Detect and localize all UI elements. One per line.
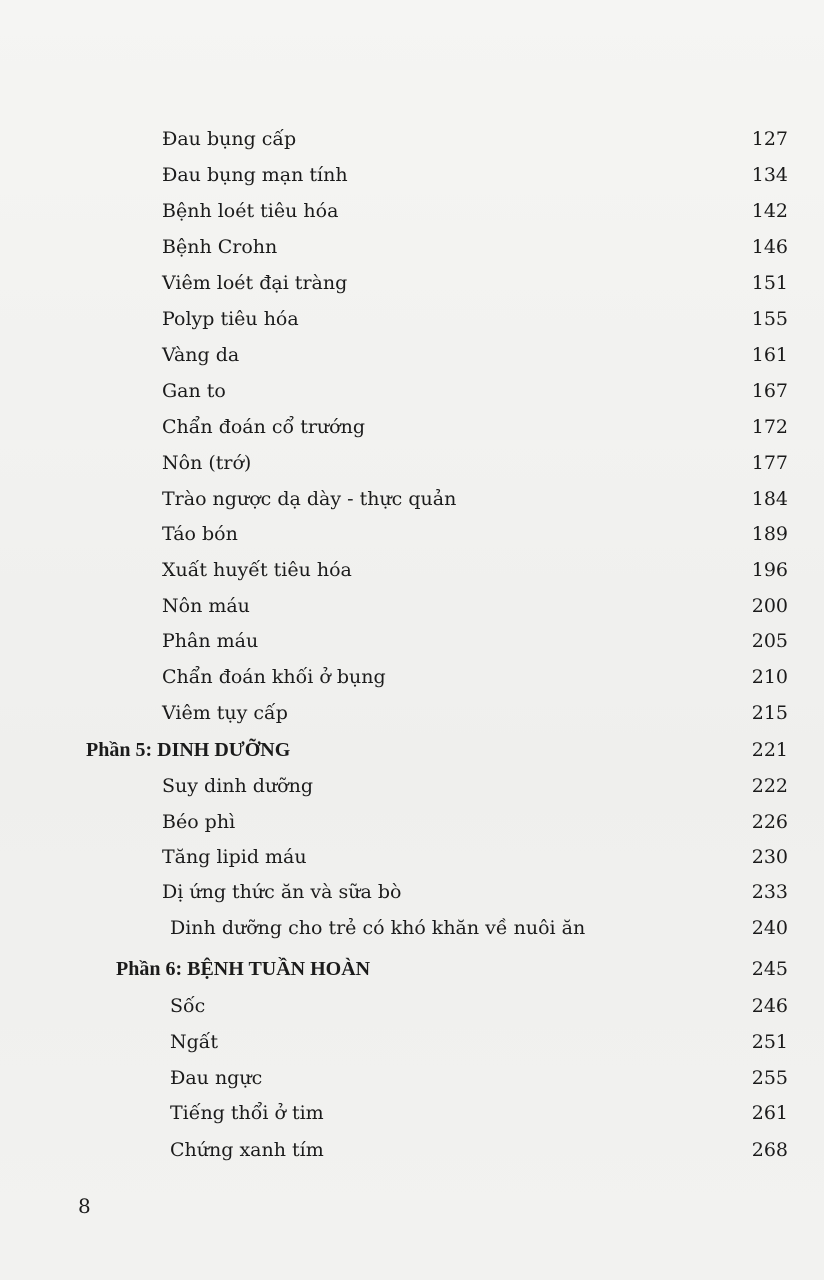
toc-entry-page: 184 <box>751 488 788 510</box>
toc-row <box>0 338 824 372</box>
toc-entry-page: 161 <box>751 344 788 366</box>
toc-entry-title: Suy dinh dưỡng <box>162 775 314 797</box>
toc-entry-page: 261 <box>751 1102 788 1124</box>
toc-row <box>0 911 824 945</box>
toc-entry-page: 172 <box>751 416 788 438</box>
toc-part-title: Phần 6: BỆNH TUẦN HOÀN <box>116 958 371 980</box>
toc-entry-page: 233 <box>751 881 788 903</box>
toc-row <box>0 482 824 516</box>
toc-entry-title: Ngất <box>170 1031 219 1053</box>
toc-entry-page: 167 <box>751 380 788 402</box>
toc-entry-title: Nôn máu <box>162 595 250 617</box>
toc-entry-title: Đau bụng mạn tính <box>162 164 348 186</box>
toc-entry-title: Viêm tụy cấp <box>162 702 288 724</box>
toc-entry-page: 205 <box>751 630 788 652</box>
toc-entry-page: 215 <box>751 702 788 724</box>
toc-entry-page: 230 <box>751 846 788 868</box>
toc-entry-title: Tiếng thổi ở tim <box>170 1102 324 1124</box>
toc-entry-title: Đau ngực <box>170 1067 263 1089</box>
toc-entry-page: 246 <box>751 995 788 1017</box>
toc-entry-page: 240 <box>751 917 788 939</box>
toc-entry-title: Dinh dưỡng cho trẻ có khó khăn về nuôi ăn <box>170 917 586 939</box>
toc-row <box>0 1061 824 1095</box>
toc-entry-page: 245 <box>751 958 788 980</box>
toc-entry-page: 151 <box>751 272 788 294</box>
toc-entry-page: 189 <box>751 523 788 545</box>
toc-entry-page: 221 <box>751 739 788 761</box>
toc-entry-page: 226 <box>751 811 788 833</box>
toc-entry-title: Bệnh loét tiêu hóa <box>162 200 339 222</box>
toc-row <box>0 410 824 444</box>
toc-entry-page: 134 <box>751 164 788 186</box>
toc-row <box>0 158 824 192</box>
toc-entry-page: 222 <box>751 775 788 797</box>
toc-entry-page: 268 <box>751 1139 788 1161</box>
toc-entry-page: 155 <box>751 308 788 330</box>
toc-entry-page: 200 <box>751 595 788 617</box>
toc-row <box>0 624 824 658</box>
toc-entry-title: Chứng xanh tím <box>170 1139 324 1161</box>
toc-entry-title: Dị ứng thức ăn và sữa bò <box>162 881 402 903</box>
toc-entry-title: Nôn (trớ) <box>162 452 252 474</box>
toc-entry-page: 142 <box>751 200 788 222</box>
toc-entry-title: Phân máu <box>162 630 259 652</box>
toc-row <box>0 989 824 1023</box>
toc-entry-title: Chẩn đoán khối ở bụng <box>162 666 386 688</box>
toc-entry-title: Vàng da <box>162 344 240 366</box>
toc-entry-title: Gan to <box>162 380 226 402</box>
toc-entry-title: Chẩn đoán cổ trướng <box>162 416 365 438</box>
toc-entry-page: 210 <box>751 666 788 688</box>
toc-entry-page: 196 <box>751 559 788 581</box>
toc-row <box>0 194 824 228</box>
toc-entry-page: 146 <box>751 236 788 258</box>
toc-entry-page: 255 <box>751 1067 788 1089</box>
page-number: 8 <box>78 1194 91 1218</box>
toc-row <box>0 840 824 874</box>
toc-row <box>0 517 824 551</box>
toc-row <box>0 553 824 587</box>
toc-part-title: Phần 5: DINH DƯỠNG <box>86 739 291 761</box>
toc-entry-title: Trào ngược dạ dày - thực quản <box>162 488 457 510</box>
toc-row <box>0 696 824 730</box>
toc-row <box>0 1025 824 1059</box>
toc-row <box>0 660 824 694</box>
toc-row <box>0 302 824 336</box>
toc-entry-title: Táo bón <box>162 523 238 545</box>
toc-entry-title: Tăng lipid máu <box>162 846 307 868</box>
toc-row <box>0 1133 824 1167</box>
toc-row <box>0 875 824 909</box>
toc-row <box>0 1096 824 1130</box>
toc-entry-title: Viêm loét đại tràng <box>162 272 348 294</box>
toc-row <box>0 122 824 156</box>
toc-row <box>0 230 824 264</box>
toc-row <box>0 446 824 480</box>
toc-entry-title: Xuất huyết tiêu hóa <box>162 559 352 581</box>
toc-entry-title: Polyp tiêu hóa <box>162 308 299 330</box>
toc-entry-page: 127 <box>751 128 788 150</box>
toc-row <box>0 805 824 839</box>
toc-entry-title: Sốc <box>170 995 206 1017</box>
toc-row <box>0 769 824 803</box>
toc-entry-page: 177 <box>751 452 788 474</box>
toc-entry-title: Béo phì <box>162 811 236 833</box>
toc-row <box>0 374 824 408</box>
toc-entry-page: 251 <box>751 1031 788 1053</box>
toc-row <box>0 589 824 623</box>
toc-row <box>0 266 824 300</box>
toc-entry-title: Đau bụng cấp <box>162 128 297 150</box>
toc-part-heading <box>0 952 824 986</box>
toc-part-heading <box>0 733 824 767</box>
toc-entry-title: Bệnh Crohn <box>162 236 278 258</box>
